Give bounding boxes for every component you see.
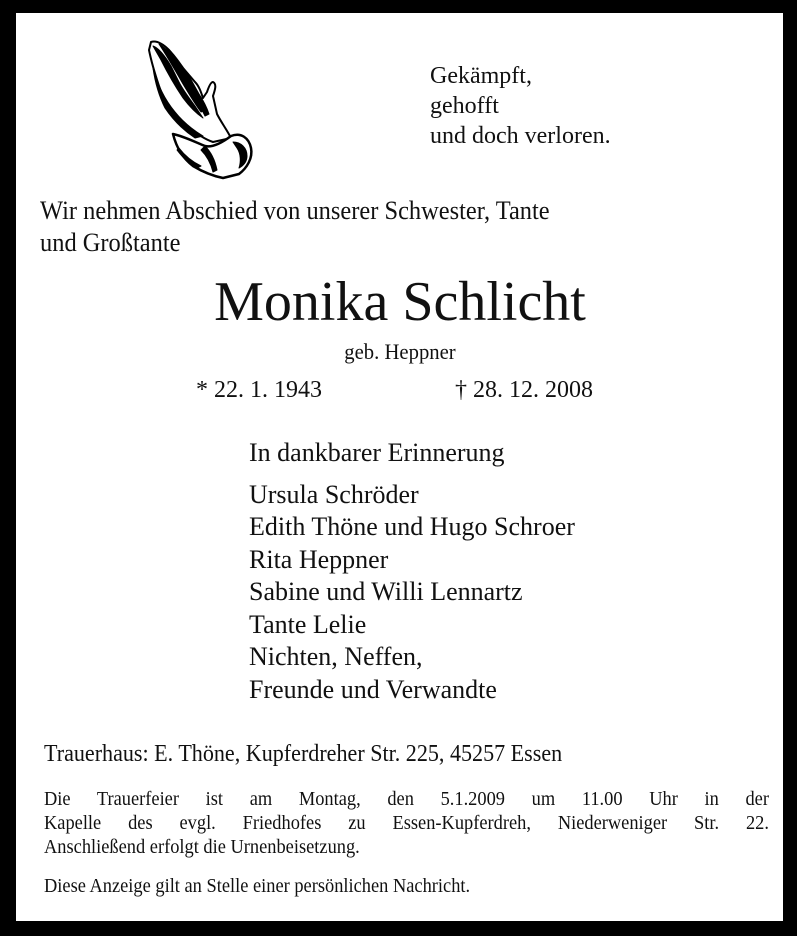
motto <box>430 61 611 151</box>
intro-line: Wir nehmen Abschied von unserer Schwester, Tante <box>40 196 550 225</box>
motto-line: Gekämpft, <box>430 63 532 89</box>
farewell-intro <box>40 195 550 259</box>
mourner-name: Freunde und Verwandte <box>249 674 497 704</box>
service-line: Kapelle des evgl. Friedhofes zu Essen-Kupferdreh, Niederweniger Str. 22. <box>44 812 769 834</box>
maiden-name: geb. Heppner <box>344 339 456 364</box>
mourner-name: Sabine und Willi Lennartz <box>249 577 523 606</box>
praying-hands-icon <box>143 38 259 180</box>
mourning-house-address: Trauerhaus: E. Thöne, Kupferdreher Str. 225, 45257 Essen <box>44 741 563 767</box>
motto-line: und doch verloren. <box>430 123 611 149</box>
notice-note: Diese Anzeige gilt an Stelle einer persönlichen Nachricht. <box>44 875 471 897</box>
mourner-name: Edith Thöne und Hugo Schroer <box>249 512 575 541</box>
mourner-name: Rita Heppner <box>249 544 389 574</box>
birth-date: * 22. 1. 1943 <box>196 377 322 403</box>
service-line: Die Trauerfeier ist am Montag, den 5.1.2009 um 11.00 Uhr in der <box>44 788 769 810</box>
motto-line: gehofft <box>430 93 499 119</box>
mourner-name: Ursula Schröder <box>249 479 419 509</box>
funeral-service-info <box>44 787 769 859</box>
intro-line: und Großtante <box>40 228 181 257</box>
deceased-name: Monika Schlicht <box>214 271 586 333</box>
mourners-block <box>249 437 575 706</box>
service-line: Anschließend erfolgt die Urnenbeisetzung. <box>44 836 360 858</box>
mourners-heading: In dankbarer Erinnerung <box>249 438 505 467</box>
mourner-name: Nichten, Neffen, <box>249 642 423 671</box>
death-date: † 28. 12. 2008 <box>455 377 593 403</box>
mourner-name: Tante Lelie <box>249 609 367 639</box>
